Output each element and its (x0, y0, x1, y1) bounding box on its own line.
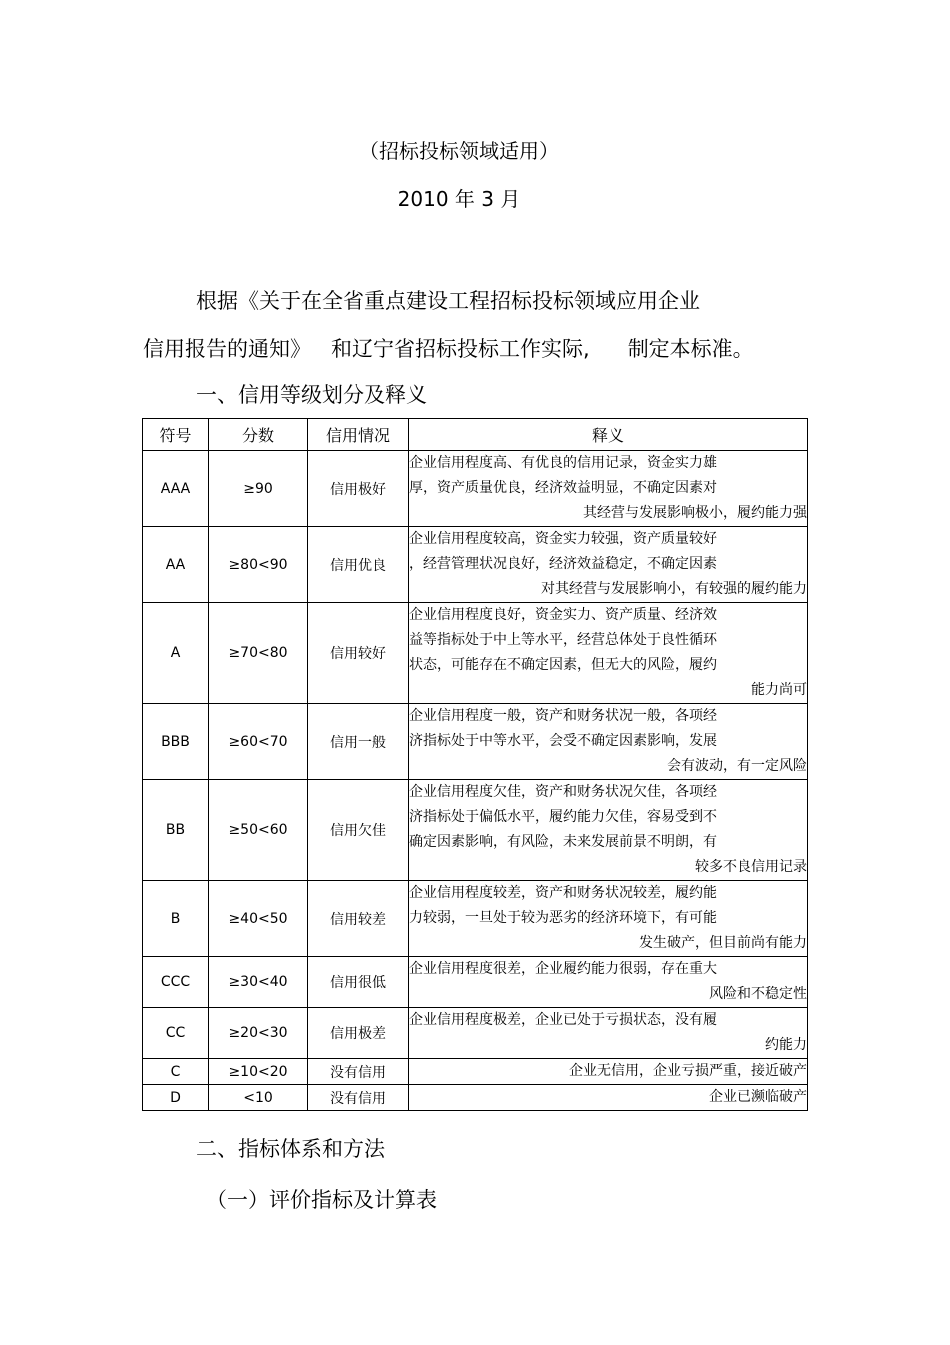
grade-symbol: AA (143, 527, 209, 603)
grade-score: ≥50<60 (209, 780, 308, 881)
description-line: 能力尚可 (751, 682, 807, 698)
grade-description (409, 451, 808, 527)
section-2-heading: 二、指标体系和方法 (196, 1137, 385, 1161)
table-row (143, 704, 808, 780)
description-line: 企业信用程度较高，资金实力较强，资产质量较好 (409, 531, 717, 547)
description-line: 风险和不稳定性 (709, 986, 807, 1002)
document-date: 2010 年 3 月 (397, 187, 521, 211)
grade-status: 信用优良 (308, 527, 409, 603)
table-row (143, 1085, 808, 1111)
description-line: 企业信用程度一般，资产和财务状况一般，各项经 (409, 708, 717, 724)
table-row (143, 451, 808, 527)
intro-line-2-part-b: 和辽宁省招标投标工作实际, (331, 337, 590, 361)
description-line: 力较弱，一旦处于较为恶劣的经济环境下，有可能 (409, 910, 717, 926)
header-score: 分数 (209, 419, 308, 451)
grade-status: 信用较好 (308, 603, 409, 704)
description-line: 企业已濒临破产 (709, 1089, 807, 1105)
description-line: 其经营与发展影响极小，履约能力强 (583, 505, 807, 521)
description-line: 企业信用程度高、有优良的信用记录，资金实力雄 (409, 455, 717, 471)
grade-description (409, 881, 808, 957)
table-row (143, 527, 808, 603)
intro-line-2-part-a: 信用报告的通知》 (143, 337, 311, 361)
grade-score: ≥10<20 (209, 1059, 308, 1085)
grade-symbol: A (143, 603, 209, 704)
grade-score: ≥60<70 (209, 704, 308, 780)
description-line: ，经营管理状况良好，经济效益稳定，不确定因素 (409, 556, 717, 572)
description-line: 企业信用程度较差，资产和财务状况较差，履约能 (409, 885, 717, 901)
table-row (143, 603, 808, 704)
grade-description (409, 1059, 808, 1085)
header-description: 释义 (409, 419, 808, 451)
description-line: 企业信用程度欠佳，资产和财务状况欠佳，各项经 (409, 784, 717, 800)
grade-status: 信用一般 (308, 704, 409, 780)
grade-status: 信用极差 (308, 1008, 409, 1059)
table-header-row (143, 419, 808, 451)
grade-status: 没有信用 (308, 1085, 409, 1111)
grade-score: ≥70<80 (209, 603, 308, 704)
grade-symbol: BB (143, 780, 209, 881)
table-row (143, 881, 808, 957)
grade-symbol: D (143, 1085, 209, 1111)
description-line: 益等指标处于中上等水平，经营总体处于良性循环 (409, 632, 717, 648)
grade-symbol: CC (143, 1008, 209, 1059)
intro-line-1: 根据《关于在全省重点建设工程招标投标领域应用企业 (196, 289, 700, 313)
grade-description (409, 1085, 808, 1111)
document-subtitle: （招标投标领域适用） (359, 139, 559, 163)
grade-status: 信用极好 (308, 451, 409, 527)
grade-description (409, 957, 808, 1008)
description-line: 厚，资产质量优良，经济效益明显，不确定因素对 (409, 480, 717, 496)
table-row (143, 1008, 808, 1059)
grade-description (409, 1008, 808, 1059)
grade-status: 信用欠佳 (308, 780, 409, 881)
grade-score: ≥80<90 (209, 527, 308, 603)
grade-description (409, 527, 808, 603)
description-line: 会有波动，有一定风险 (667, 758, 807, 774)
description-line: 济指标处于偏低水平，履约能力欠佳，容易受到不 (409, 809, 717, 825)
description-line: 企业信用程度很差，企业履约能力很弱，存在重大 (409, 961, 717, 977)
description-line: 企业无信用，企业亏损严重，接近破产 (569, 1063, 807, 1079)
credit-grade-table (142, 418, 808, 1111)
grade-description (409, 603, 808, 704)
grade-symbol: AAA (143, 451, 209, 527)
grade-symbol: B (143, 881, 209, 957)
grade-score: ≥90 (209, 451, 308, 527)
section-2-subheading: （一）评价指标及计算表 (206, 1188, 437, 1212)
description-line: 状态，可能存在不确定因素，但无大的风险，履约 (409, 657, 717, 673)
grade-symbol: C (143, 1059, 209, 1085)
section-1-heading: 一、信用等级划分及释义 (196, 383, 427, 407)
description-line: 确定因素影响，有风险，未来发展前景不明朗，有 (409, 834, 717, 850)
grade-symbol: CCC (143, 957, 209, 1008)
grade-score: <10 (209, 1085, 308, 1111)
grade-status: 信用较差 (308, 881, 409, 957)
description-line: 企业信用程度极差，企业已处于亏损状态，没有履 (409, 1012, 717, 1028)
grade-status: 信用很低 (308, 957, 409, 1008)
grade-symbol: BBB (143, 704, 209, 780)
table-row (143, 780, 808, 881)
table-row (143, 957, 808, 1008)
grade-description (409, 780, 808, 881)
description-line: 发生破产，但目前尚有能力 (639, 935, 807, 951)
table-row (143, 1059, 808, 1085)
intro-line-2-part-c: 制定本标准。 (627, 337, 754, 361)
description-line: 对其经营与发展影响小，有较强的履约能力 (541, 581, 807, 597)
description-line: 企业信用程度良好，资金实力、资产质量、经济效 (409, 607, 717, 623)
grade-score: ≥40<50 (209, 881, 308, 957)
description-line: 较多不良信用记录 (695, 859, 807, 875)
header-symbol: 符号 (143, 419, 209, 451)
grade-status: 没有信用 (308, 1059, 409, 1085)
grade-score: ≥20<30 (209, 1008, 308, 1059)
grade-description (409, 704, 808, 780)
header-status: 信用情况 (308, 419, 409, 451)
description-line: 约能力 (765, 1037, 807, 1053)
grade-score: ≥30<40 (209, 957, 308, 1008)
description-line: 济指标处于中等水平，会受不确定因素影响，发展 (409, 733, 717, 749)
intro-line-2 (143, 333, 754, 363)
